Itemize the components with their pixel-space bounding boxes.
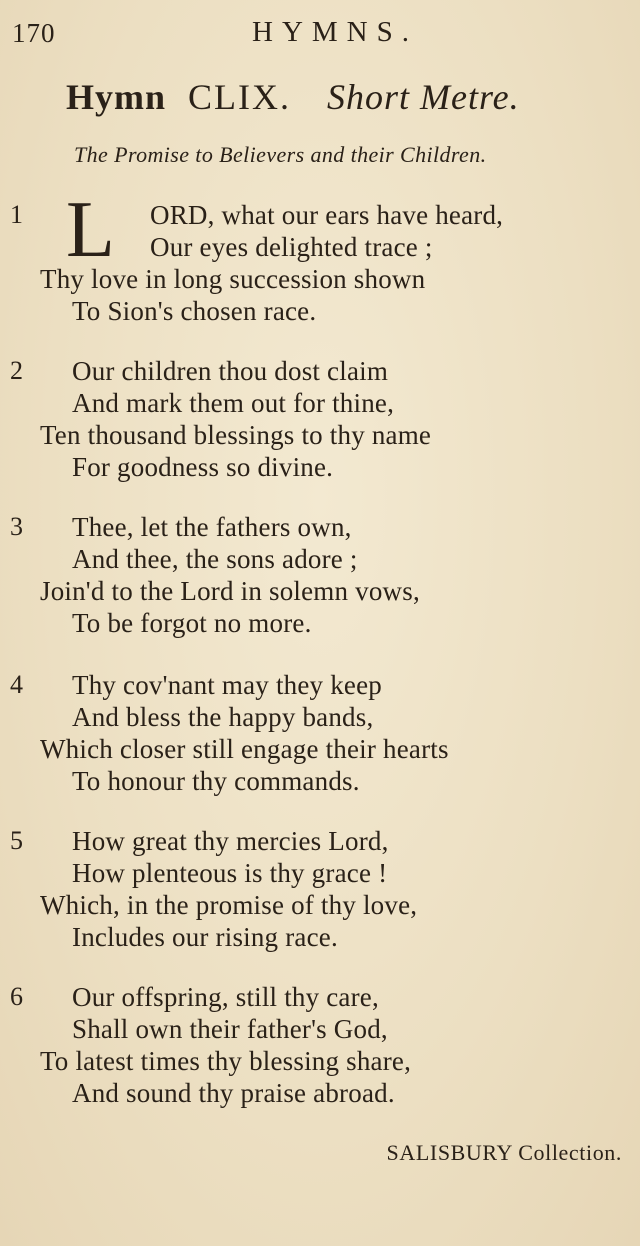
stanza-line: And sound thy praise abroad. bbox=[72, 1078, 395, 1108]
stanza-line: To honour thy commands. bbox=[72, 766, 360, 796]
running-head: HYMNS. bbox=[252, 16, 418, 48]
stanza-line: Our offspring, still thy care, bbox=[72, 982, 379, 1012]
drop-cap: L bbox=[66, 186, 115, 274]
hymn-label: Hymn bbox=[66, 77, 167, 117]
stanza-line: To latest times thy blessing share, bbox=[40, 1046, 412, 1076]
stanza-number: 6 bbox=[10, 982, 23, 1011]
stanza-line: To Sion's chosen race. bbox=[72, 296, 317, 326]
stanza-line: Our eyes delighted trace ; bbox=[150, 232, 433, 262]
stanza-number: 1 bbox=[10, 200, 23, 229]
stanza-line: How great thy mercies Lord, bbox=[72, 826, 389, 856]
stanza-number: 4 bbox=[10, 670, 23, 699]
stanza-line: For goodness so divine. bbox=[72, 452, 334, 482]
hymn-metre: Short Metre. bbox=[327, 77, 520, 117]
stanza-number: 3 bbox=[10, 512, 23, 541]
stanza-line: Which, in the promise of thy love, bbox=[40, 890, 418, 920]
attribution: SALISBURY Collection. bbox=[386, 1140, 622, 1165]
stanza-line: To be forgot no more. bbox=[72, 608, 312, 638]
stanza-line: Our children thou dost claim bbox=[72, 356, 389, 386]
stanza-line: And bless the happy bands, bbox=[72, 702, 374, 732]
stanza-line: Thy love in long succession shown bbox=[40, 264, 426, 294]
stanza-line: Join'd to the Lord in solemn vows, bbox=[40, 576, 420, 606]
stanza-line: How plenteous is thy grace ! bbox=[72, 858, 388, 888]
stanza-line: Thy cov'nant may they keep bbox=[72, 670, 382, 700]
stanza-number: 2 bbox=[10, 356, 23, 385]
hymn-subtitle: The Promise to Believers and their Children. bbox=[74, 142, 487, 167]
hymn-title bbox=[66, 76, 520, 118]
page-number: 170 bbox=[12, 18, 56, 48]
stanza-line: Which closer still engage their hearts bbox=[40, 734, 449, 764]
stanza-line: ORD, what our ears have heard, bbox=[150, 200, 504, 230]
stanza-line: Includes our rising race. bbox=[72, 922, 338, 952]
stanza-line: Shall own their father's God, bbox=[72, 1014, 388, 1044]
stanza-line: And mark them out for thine, bbox=[72, 388, 395, 418]
stanza-number: 5 bbox=[10, 826, 23, 855]
stanza-line: Ten thousand blessings to thy name bbox=[40, 420, 432, 450]
stanza-line: Thee, let the fathers own, bbox=[72, 512, 352, 542]
hymn-number: CLIX. bbox=[188, 77, 292, 117]
stanza-line: And thee, the sons adore ; bbox=[72, 544, 358, 574]
